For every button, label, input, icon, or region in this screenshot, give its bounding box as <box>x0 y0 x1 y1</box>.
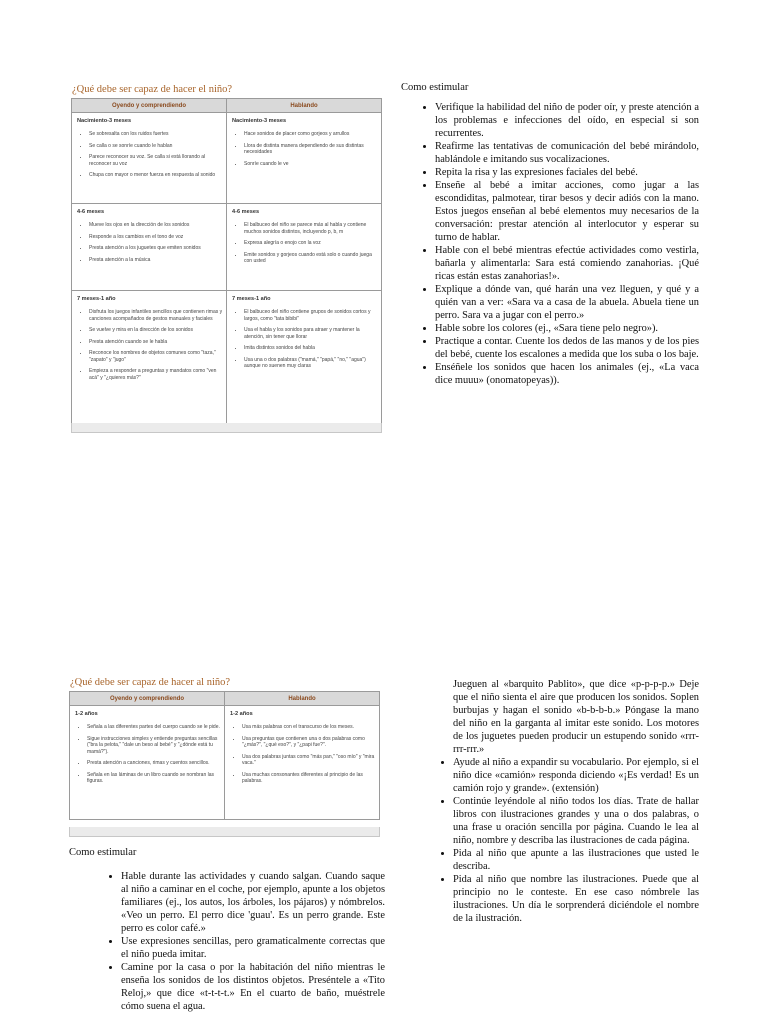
stimulate-section-1 <box>401 82 699 387</box>
milestone-item: • El balbuceo del niño se parece más al habla y contiene muchos sonidos distintos, incluyendo p, b, m <box>244 222 378 235</box>
milestone-list <box>77 309 223 381</box>
milestone-item: • Señala a las diferentes partes del cuerpo cuando se le pide. <box>87 724 221 731</box>
age-range-label: Nacimiento-3 meses <box>232 118 287 124</box>
milestone-item: • Presta atención cuando se le habla <box>89 339 223 346</box>
stimulate-tip: • Continúe leyéndole al niño todos los días. Trate de hallar libros con ilustraciones grandes y una o dos palabras, o una frase u oración sencilla por página. Cuando le lea al niño, nombre y describa las ilustraciones de cada página. <box>453 795 699 847</box>
stimulate-tip: • Camine por la casa o por la habitación del niño mientras le enseña los sonidos de los distintos objetos. Preséntele a «Tito Reloj,» que dice «t-t-t-t.» En el cuarto de baño, muéstrele cómo suena el agua. <box>121 961 385 1013</box>
stimulate-tip: • Hable durante las actividades y cuando salgan. Cuando saque al niño a caminar en el coche, por ejemplo, apunte a los objetos familiares (ej., los autos, los árboles, los pájaros) y nómbrelos. «Veo un perro. El perro dice 'guau'. Es un perro grande. Este perro es color café.» <box>121 870 385 935</box>
milestone-item: • Chupa con mayor o menor fuerza en respuesta al sonido <box>89 172 223 179</box>
table-2-header-speaking: Hablando <box>225 692 380 706</box>
table-1-caption-bar <box>71 423 382 433</box>
milestone-list <box>230 724 376 785</box>
milestone-item: • Usa dos palabras juntas como "más pan," "oso mío" y "mira vaca." <box>242 754 376 767</box>
hearing-cell <box>72 204 227 291</box>
milestone-item: • Llora de distinta manera dependiendo de sus distintas necesidades <box>244 143 378 156</box>
milestone-item: • Parece reconocer su voz. Se calla si está llorando al reconocer su voz <box>89 154 223 167</box>
milestone-item: • Disfruta los juegos infantiles sencillos que contienen rimas y canciones acompañados de gestos manuales y faciales <box>89 309 223 322</box>
milestone-item: • Sigue instrucciones simples y entiende preguntas sencillas ("bra la pelota," "dale un beso al bebé" y "¿dónde está tu mamá?"). <box>87 736 221 756</box>
milestone-item: • Se vuelve y mira en la dirección de los sonidos <box>89 327 223 334</box>
table-2-caption-bar <box>69 827 380 837</box>
milestone-item: • Emite sonidos y gorjeos cuando está solo o cuando juega con usted <box>244 252 378 265</box>
stimulate-tip: • Enseñe al bebé a imitar acciones, como jugar a las escondiditas, palmotear, tirar besos y decir adiós con la mano. Estos juegos enseñan al bebé elementos muy necesarios de la conversación: prestar atención al interlocutor y esperar su turno de hablar. <box>435 179 699 244</box>
milestone-item: • Usa una o dos palabras ("mamá," "papá," "no," "agua") aunque no suenen muy claras <box>244 357 378 370</box>
milestone-item: • Usa el habla y los sonidos para atraer y mantener la atención, sin tener que llorar <box>244 327 378 340</box>
table-1-header-hearing: Oyendo y comprendiendo <box>72 99 227 113</box>
milestone-item: • Usa muchas consonantes diferentes al principio de las palabras. <box>242 772 376 785</box>
table-row <box>72 204 382 291</box>
milestone-item: • Responde a los cambios en el tono de voz <box>89 234 223 241</box>
milestone-item: • Se sobresalta con los ruidos fuertes <box>89 131 223 138</box>
milestone-item: • Imita distintos sonidos del habla <box>244 345 378 352</box>
stimulate-section-2-continued <box>438 678 699 925</box>
milestone-item: • El balbuceo del niño contiene grupos de sonidos cortos y largos, como "tata bibibi" <box>244 309 378 322</box>
age-range-label: Nacimiento-3 meses <box>77 118 132 124</box>
milestone-item: • Usa más palabras con el transcurso de los meses. <box>242 724 376 731</box>
milestone-list <box>232 309 378 370</box>
milestone-item: • Usa preguntas que contienen una o dos palabras como "¿más?", "¿qué eso?", y "¿papi fue?". <box>242 736 376 749</box>
milestone-item: • Se calla o se sonríe cuando le hablan <box>89 143 223 150</box>
stimulate-tip: • Ayude al niño a expandir su vocabulario. Por ejemplo, si el niño dice «camión» responda diciendo «¡Es verdad! Es un camión rojo y grande». (extensión) <box>453 756 699 795</box>
stimulate-tip: • Use expresiones sencillas, pero gramaticalmente correctas que el niño pueda imitar. <box>121 935 385 961</box>
milestone-list <box>75 724 221 785</box>
age-range-label: 7 meses-1 año <box>77 296 116 302</box>
milestone-list <box>77 222 223 263</box>
milestone-list <box>232 131 378 167</box>
speaking-cell <box>227 291 382 428</box>
milestone-table-2 <box>69 677 380 837</box>
stimulate-tip: • Reafirme las tentativas de comunicación del bebé mirándolo, hablándole e imitando sus vocalizaciones. <box>435 140 699 166</box>
milestone-item: • Presta atención a los juguetes que emiten sonidos <box>89 245 223 252</box>
table-row <box>70 706 380 820</box>
table-2-header-hearing: Oyendo y comprendiendo <box>70 692 225 706</box>
milestone-item: • Presta atención a la música <box>89 257 223 264</box>
table-row <box>72 291 382 428</box>
stimulate-section-2 <box>69 847 385 1024</box>
milestone-item: • Reconoce los nombres de objetos comunes como "taza," "zapato" y "jugo" <box>89 350 223 363</box>
milestone-item: • Mueve los ojos en la dirección de los sonidos <box>89 222 223 229</box>
stimulate-tip: • Hable con el bebé mientras efectúe actividades como vestirla, bañarla y alimentarla: Sara está comiendo zanahorias. ¡Qué ricas están estas zanahorias!». <box>435 244 699 283</box>
milestone-item: • Presta atención a canciones, rimas y cuentos sencillos. <box>87 760 221 767</box>
milestone-item: • Sonríe cuando le ve <box>244 161 378 168</box>
table-2-title: ¿Qué debe ser capaz de hacer al niño? <box>70 677 231 688</box>
age-range-label: 1-2 años <box>75 711 98 717</box>
milestone-item: • Hace sonidos de placer como gorjeos y arrullos <box>244 131 378 138</box>
stimulate-heading-1: Como estimular <box>401 82 469 93</box>
stimulate-tip: • Enséñele los sonidos que hacen los animales (ej., «La vaca dice muuu» (onomatopeyas)). <box>435 361 699 387</box>
table-1-title: ¿Qué debe ser capaz de hacer el niño? <box>72 84 233 95</box>
speaking-cell <box>227 204 382 291</box>
stimulate-tip: • Pida al niño que nombre las ilustraciones. Puede que al principio no le conteste. En ese caso nómbrele las ilustraciones. Un día le sorprenderá diciéndole el nombre de la ilustración. <box>453 873 699 925</box>
stimulate-tip: • Repita la risa y las expresiones faciales del bebé. <box>435 166 699 179</box>
table-1-header-speaking: Hablando <box>227 99 382 113</box>
table-row <box>72 113 382 204</box>
hearing-cell <box>70 706 225 820</box>
stimulate-tip: • Pida al niño que apunte a las ilustraciones que usted le describa. <box>453 847 699 873</box>
age-range-label: 4-6 meses <box>77 209 105 215</box>
milestone-item: • Señala en las láminas de un libro cuando se nombran las figuras. <box>87 772 221 785</box>
stimulate-tip: • Hable sobre los colores (ej., «Sara tiene pelo negro»). <box>435 322 699 335</box>
stimulate-tip: • Verifique la habilidad del niño de poder oír, y preste atención a los problemas e infecciones del oído, en especial si son recurrentes. <box>435 101 699 140</box>
milestone-table-1 <box>71 84 382 433</box>
stimulate-list-2-continued <box>438 756 699 925</box>
age-range-label: 4-6 meses <box>232 209 260 215</box>
stimulate-tip: • Explique a dónde van, qué harán una vez lleguen, y qué y a quién van a ver: «Sara va a casa de la abuela. Abuela tiene un perro. Sara va a jugar con el perro.» <box>435 283 699 322</box>
stimulate-list-2 <box>69 870 385 1013</box>
age-range-label: 7 meses-1 año <box>232 296 271 302</box>
stimulate-tip: • Practique a contar. Cuente los dedos de las manos y de los pies del bebé, cuente los escalones a medida que los suba o los baje. <box>435 335 699 361</box>
table-2-grid <box>69 691 380 820</box>
speaking-cell <box>225 706 380 820</box>
hearing-cell <box>72 291 227 428</box>
hearing-cell <box>72 113 227 204</box>
milestone-list <box>232 222 378 265</box>
speaking-cell <box>227 113 382 204</box>
table-1-grid <box>71 98 382 428</box>
stimulate-list-1 <box>401 101 699 387</box>
age-range-label: 1-2 años <box>230 711 253 717</box>
continued-paragraph: Jueguen al «barquito Pablito», que dice «p-p-p-p.» Deje que el niño sienta el aire que producen los sonidos. Soplen burbujas y hagan el sonido «b-b-b-b.» Póngase la mano del niño en la garganta al imitar este sonido. Los motores de los juguetes pueden producir un estupendo sonido «rrr-rrr-rrr.» <box>453 679 699 755</box>
milestone-list <box>77 131 223 179</box>
milestone-item: • Expresa alegría o enojo con la voz <box>244 240 378 247</box>
stimulate-heading-2: Como estimular <box>69 847 137 858</box>
milestone-item: • Empieza a responder a preguntas y mandatos como "ven acá" y "¿quieres más?" <box>89 368 223 381</box>
